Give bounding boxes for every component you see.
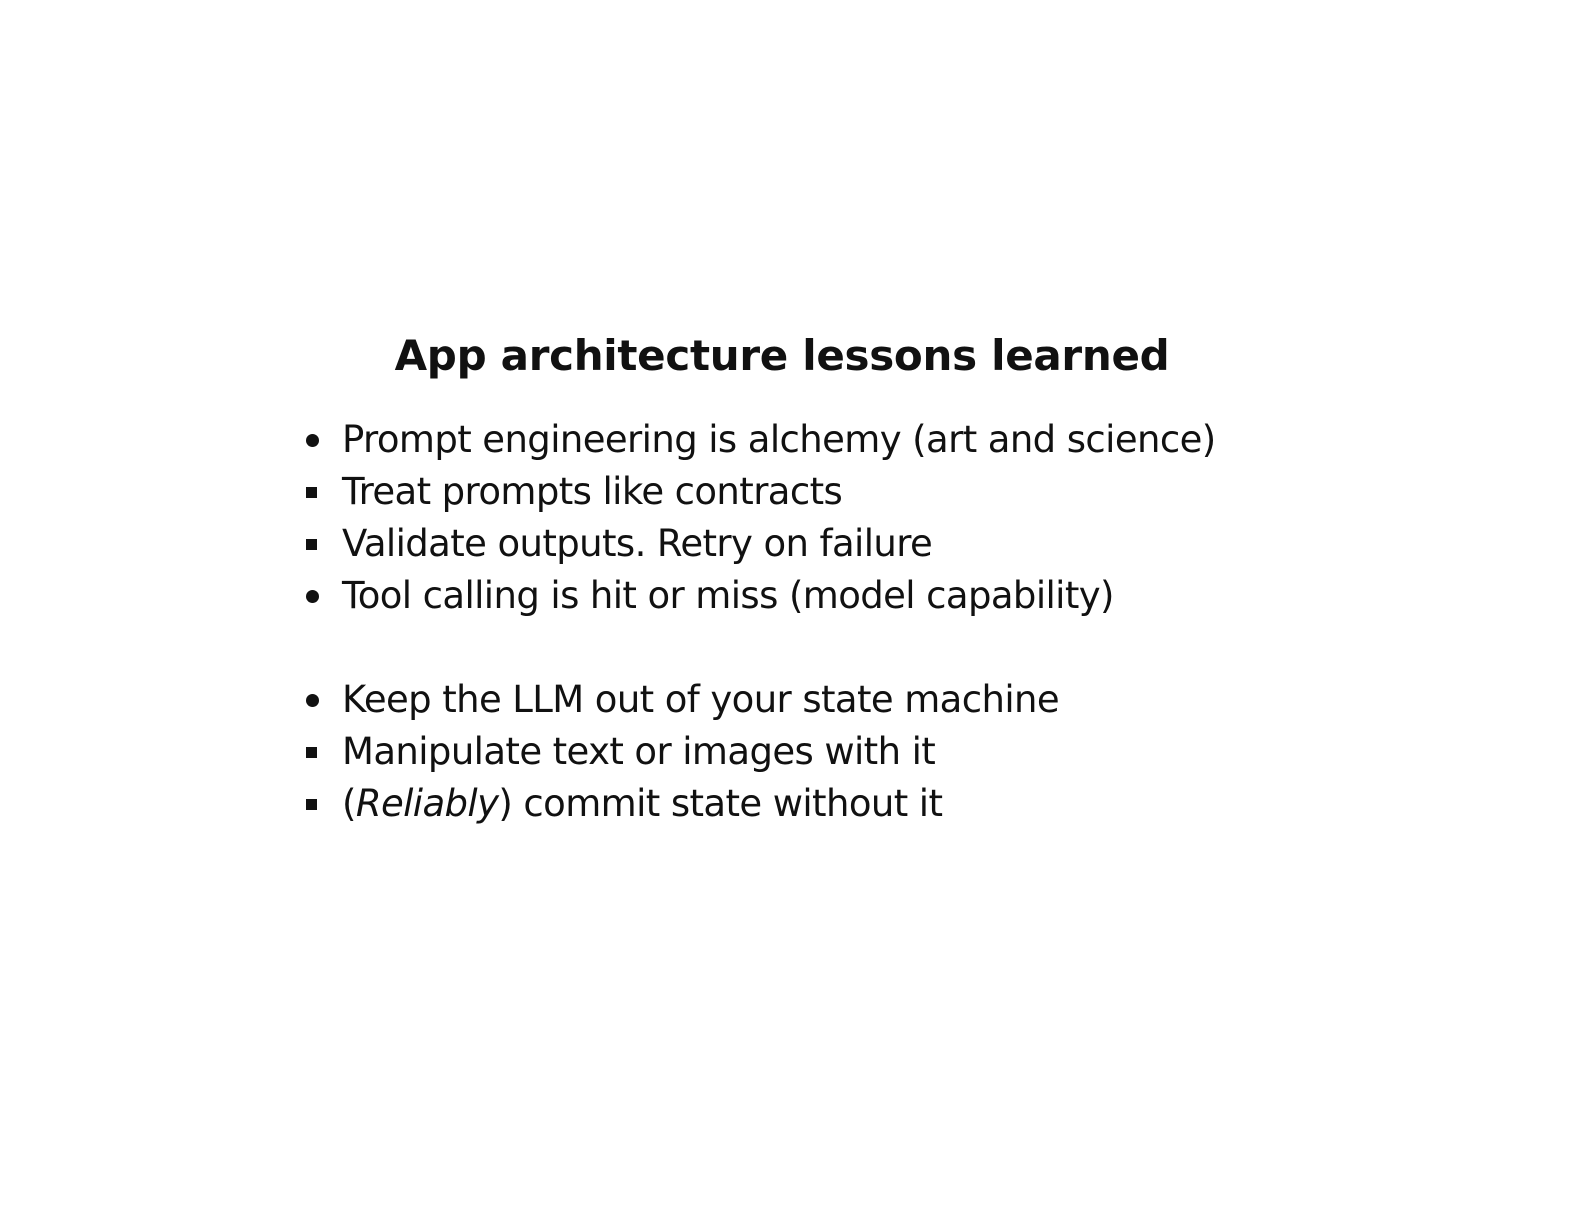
square-icon bbox=[306, 487, 317, 498]
list-item-rest: ) commit state without it bbox=[498, 782, 943, 825]
square-icon bbox=[306, 747, 317, 758]
list-item bbox=[300, 726, 1216, 778]
list-item-text: Prompt engineering is alchemy (art and science) bbox=[342, 418, 1216, 461]
emphasis-text: Reliably bbox=[355, 782, 499, 825]
list-item bbox=[300, 518, 1216, 570]
list-item bbox=[300, 674, 1216, 726]
list-item-text: Validate outputs. Retry on failure bbox=[342, 522, 933, 565]
square-icon bbox=[306, 539, 317, 550]
list-item bbox=[300, 570, 1216, 622]
list-item-text: Treat prompts like contracts bbox=[342, 470, 843, 513]
square-icon bbox=[306, 799, 317, 810]
list-item-text: Manipulate text or images with it bbox=[342, 730, 936, 773]
dot-icon bbox=[306, 694, 319, 707]
list-item bbox=[300, 778, 1216, 830]
list-item-text: Keep the LLM out of your state machine bbox=[342, 678, 1060, 721]
dot-icon bbox=[306, 590, 319, 603]
dot-icon bbox=[306, 434, 319, 447]
list-item bbox=[300, 414, 1216, 466]
list-item-text: Tool calling is hit or miss (model capability) bbox=[342, 574, 1114, 617]
slide-title: App architecture lessons learned bbox=[394, 331, 1170, 380]
open-paren: ( bbox=[342, 782, 356, 825]
bullet-list bbox=[300, 414, 1216, 830]
list-item bbox=[300, 466, 1216, 518]
list-item-text bbox=[342, 782, 942, 825]
